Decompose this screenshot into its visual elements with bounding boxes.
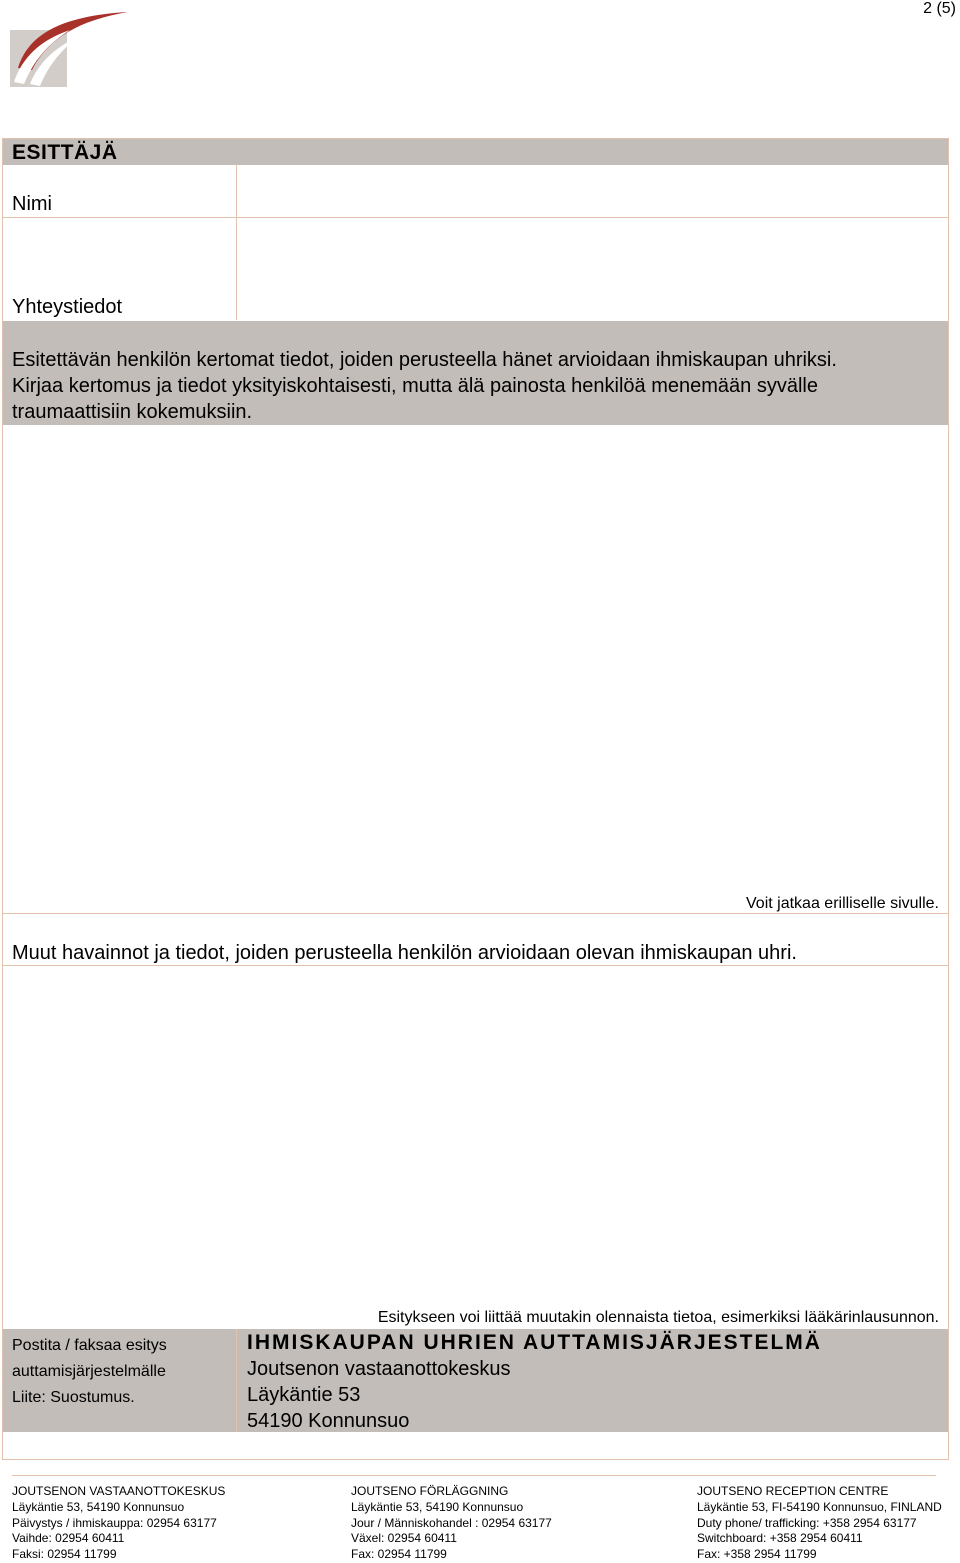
footer-address: Läykäntie 53, 54190 Konnunsuo — [12, 1499, 185, 1514]
footer-col-en — [697, 1484, 942, 1563]
account-instructions-line: Kirjaa kertomus ja tiedot yksityiskohtaisesti, mutta älä painosta henkilöä menemään syvälle — [12, 375, 818, 397]
footer-fax: Fax: +358 2954 11799 — [697, 1547, 817, 1562]
mailing-divider — [236, 1329, 237, 1432]
address-title: IHMISKAUPAN UHRIEN AUTTAMISJÄRJESTELMÄ — [247, 1331, 822, 1354]
page-number: 2 (5) — [923, 0, 956, 17]
name-field[interactable] — [237, 165, 948, 217]
footer-switchboard: Vaihde: 02954 60411 — [12, 1531, 125, 1546]
address-line: Joutsenon vastaanottokeskus — [247, 1358, 511, 1380]
footer-org-name: JOUTSENO FÖRLÄGGNING — [351, 1484, 509, 1498]
row-divider — [3, 913, 948, 914]
attachment-note: Esitykseen voi liittää muutakin olennaista tietoa, esimerkiksi lääkärinlausunnon. — [377, 1309, 939, 1326]
page-footer — [12, 1475, 942, 1562]
presenter-heading: ESITTÄJÄ — [12, 141, 118, 164]
observations-label: Muut havainnot ja tiedot, joiden perusteella henkilön arvioidaan olevan ihmiskaupan uhri. — [12, 942, 797, 964]
footer-address: Läykäntie 53, 54190 Konnunsuo — [351, 1499, 524, 1514]
continue-note: Voit jatkaa erilliselle sivulle. — [746, 895, 939, 912]
footer-address: Läykäntie 53, FI-54190 Konnunsuo, FINLAND — [697, 1499, 942, 1514]
organization-logo — [10, 8, 130, 88]
footer-switchboard: Switchboard: +358 2954 60411 — [697, 1531, 863, 1546]
report-form — [2, 138, 949, 1460]
footer-org-name: JOUTSENON VASTAANOTTOKESKUS — [12, 1484, 226, 1498]
observations-text-area[interactable] — [3, 966, 948, 1328]
footer-duty-phone: Päivystys / ihmiskauppa: 02954 63177 — [12, 1515, 217, 1530]
footer-duty-phone: Duty phone/ trafficking: +358 2954 63177 — [697, 1515, 917, 1530]
footer-col-sv — [351, 1484, 552, 1563]
contact-label: Yhteystiedot — [12, 296, 123, 318]
attachment-label: Liite: Suostumus. — [12, 1389, 135, 1406]
mailing-instruction: Postita / faksaa esitys — [12, 1337, 167, 1354]
footer-switchboard: Växel: 02954 60411 — [351, 1531, 457, 1546]
presenter-header-band — [3, 139, 948, 165]
footer-org-name: JOUTSENO RECEPTION CENTRE — [697, 1484, 889, 1498]
account-instructions-line: traumaattisiin kokemuksiin. — [12, 401, 253, 423]
footer-col-fi — [12, 1484, 225, 1563]
name-label: Nimi — [12, 193, 52, 215]
footer-fax: Fax: 02954 11799 — [351, 1547, 447, 1562]
footer-duty-phone: Jour / Människohandel : 02954 63177 — [351, 1515, 552, 1530]
address-line: Läykäntie 53 — [247, 1384, 361, 1406]
address-line: 54190 Konnunsuo — [247, 1410, 410, 1432]
account-instructions-line: Esitettävän henkilön kertomat tiedot, joiden perusteella hänet arvioidaan ihmiskaupan uhriksi. — [12, 349, 837, 371]
mailing-instruction: auttamisjärjestelmälle — [12, 1363, 166, 1380]
footer-fax: Faksi: 02954 11799 — [12, 1547, 117, 1562]
contact-field[interactable] — [237, 218, 948, 320]
account-text-area[interactable] — [3, 426, 948, 912]
